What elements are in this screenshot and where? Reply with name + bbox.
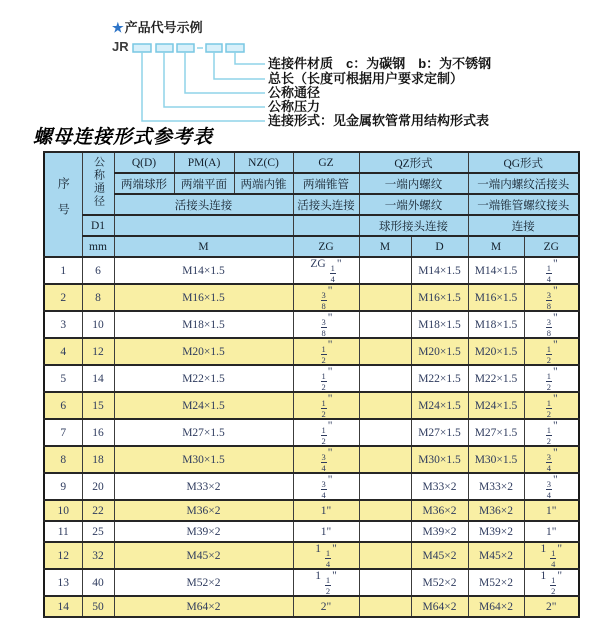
- header-qz-desc-1: 一端内螺纹: [359, 173, 468, 194]
- cell: $\frac{1}{2}$ ": [293, 338, 359, 365]
- cell: 1 $\frac{1}{4}$ ": [293, 542, 359, 569]
- header-gz: GZ: [293, 152, 359, 173]
- cell: M20×1.5: [114, 338, 293, 365]
- table-row: [44, 521, 579, 542]
- cell: 14: [44, 596, 82, 617]
- cell: M64×2: [114, 596, 293, 617]
- cell: M16×1.5: [468, 284, 524, 311]
- cell: 13: [44, 569, 82, 596]
- cell: $\frac{3}{4}$ ": [293, 473, 359, 500]
- header-qg-zg: ZG: [524, 236, 579, 257]
- cell: 16: [82, 419, 114, 446]
- cell: $\frac{3}{4}$ ": [524, 446, 579, 473]
- cell: M30×1.5: [411, 446, 468, 473]
- diagram-label-diameter: 公称通径: [268, 85, 321, 100]
- cell: 4: [44, 338, 82, 365]
- header-qz-m: M: [359, 236, 411, 257]
- cell: $\frac{3}{8}$ ": [524, 311, 579, 338]
- cell: M24×1.5: [468, 392, 524, 419]
- cell: 1 $\frac{1}{2}$ ": [293, 569, 359, 596]
- code-box: [156, 44, 173, 52]
- cell: 10: [44, 500, 82, 521]
- cell: M39×2: [114, 521, 293, 542]
- cell: 40: [82, 569, 114, 596]
- cell: M39×2: [411, 521, 468, 542]
- diagram-label-material: 连接件材质 c：为碳钢 b：为不锈钢: [268, 56, 492, 71]
- cell: 1": [524, 521, 579, 542]
- table-row: [44, 284, 579, 311]
- cell: M45×2: [411, 542, 468, 569]
- cell: [359, 542, 411, 569]
- cell: $\frac{3}{8}$ ": [293, 311, 359, 338]
- cell: M16×1.5: [411, 284, 468, 311]
- cell: $\frac{3}{4}$ ": [524, 473, 579, 500]
- cell: [359, 419, 411, 446]
- header-gz-desc: 两端锥管: [293, 173, 359, 194]
- header-pm-desc: 两端平面: [174, 173, 234, 194]
- cell: 5: [44, 365, 82, 392]
- table-row: [44, 542, 579, 569]
- cell: [359, 392, 411, 419]
- table-body: [44, 257, 579, 617]
- cell: $\frac{1}{2}$ ": [524, 419, 579, 446]
- cell: [359, 338, 411, 365]
- cell: M64×2: [468, 596, 524, 617]
- table-row: [44, 338, 579, 365]
- cell: [359, 473, 411, 500]
- product-code-prefix: JR: [112, 39, 129, 54]
- header-pm: PM(A): [174, 152, 234, 173]
- cell: M64×2: [411, 596, 468, 617]
- cell: [359, 596, 411, 617]
- cell: M45×2: [114, 542, 293, 569]
- cell: 2: [44, 284, 82, 311]
- header-mm: mm: [82, 236, 114, 257]
- header-nominal-diameter: 公称通径: [82, 152, 114, 215]
- cell: M18×1.5: [411, 311, 468, 338]
- cell: M22×1.5: [114, 365, 293, 392]
- cell: M22×1.5: [411, 365, 468, 392]
- header-nz: NZ(C): [234, 152, 293, 173]
- cell: ZG $\frac{1}{4}$ ": [293, 257, 359, 284]
- cell: $\frac{1}{4}$ ": [524, 257, 579, 284]
- cell: M36×2: [114, 500, 293, 521]
- connector-line: [142, 52, 265, 121]
- cell: M27×1.5: [468, 419, 524, 446]
- diagram-label-pressure: 公称压力: [268, 99, 321, 114]
- code-box: [226, 44, 244, 52]
- cell: M45×2: [468, 542, 524, 569]
- cell: 2": [293, 596, 359, 617]
- cell: M18×1.5: [468, 311, 524, 338]
- cell: [359, 569, 411, 596]
- header-qz: QZ形式: [359, 152, 468, 173]
- star-icon: ★: [112, 20, 124, 35]
- cell: 1: [44, 257, 82, 284]
- cell: [359, 521, 411, 542]
- cell: M27×1.5: [411, 419, 468, 446]
- cell: M14×1.5: [468, 257, 524, 284]
- cell: 1": [524, 500, 579, 521]
- cell: $\frac{3}{8}$ ": [524, 284, 579, 311]
- table-row: [44, 596, 579, 617]
- header-gz-connection: 活接头连接: [293, 194, 359, 215]
- cell: M20×1.5: [468, 338, 524, 365]
- cell: 6: [82, 257, 114, 284]
- code-box: [133, 44, 151, 52]
- cell: 10: [82, 311, 114, 338]
- header-qz-d: D: [411, 236, 468, 257]
- product-code-heading-text: 产品代号示例: [124, 20, 203, 35]
- cell: [359, 500, 411, 521]
- header-q-desc: 两端球形: [114, 173, 174, 194]
- cell: M33×2: [411, 473, 468, 500]
- cell: 3: [44, 311, 82, 338]
- cell: M16×1.5: [114, 284, 293, 311]
- connector-line: [214, 52, 265, 79]
- cell: M22×1.5: [468, 365, 524, 392]
- diagram-label-length: 总长（长度可根据用户要求定制）: [268, 71, 464, 86]
- header-empty: [293, 215, 359, 236]
- cell: M33×2: [114, 473, 293, 500]
- cell: 2": [524, 596, 579, 617]
- header-qz-connection: 球形接头连接: [359, 215, 468, 236]
- cell: M30×1.5: [468, 446, 524, 473]
- cell: 14: [82, 365, 114, 392]
- table-row: [44, 365, 579, 392]
- cell: [359, 311, 411, 338]
- header-d1: D1: [82, 215, 114, 236]
- header-zg: ZG: [293, 236, 359, 257]
- cell: M18×1.5: [114, 311, 293, 338]
- cell: 8: [44, 446, 82, 473]
- table-row: [44, 473, 579, 500]
- cell: 12: [44, 542, 82, 569]
- cell: 12: [82, 338, 114, 365]
- cell: M39×2: [468, 521, 524, 542]
- cell: $\frac{1}{2}$ ": [293, 392, 359, 419]
- code-box: [206, 44, 222, 52]
- diagram-label-connection: 连接形式：见金属软管常用结构形式表: [268, 113, 490, 128]
- header-union-connection: 活接头连接: [114, 194, 293, 215]
- cell: M14×1.5: [114, 257, 293, 284]
- table-row: [44, 419, 579, 446]
- cell: M27×1.5: [114, 419, 293, 446]
- cell: M33×2: [468, 473, 524, 500]
- table-row: [44, 569, 579, 596]
- cell: M24×1.5: [411, 392, 468, 419]
- header-qg-m: M: [468, 236, 524, 257]
- cell: M20×1.5: [411, 338, 468, 365]
- cell: 32: [82, 542, 114, 569]
- cell: M52×2: [411, 569, 468, 596]
- cell: 18: [82, 446, 114, 473]
- cell: 8: [82, 284, 114, 311]
- header-qz-desc-2: 一端外螺纹: [359, 194, 468, 215]
- cell: 6: [44, 392, 82, 419]
- cell: $\frac{1}{2}$ ": [293, 365, 359, 392]
- header-serial: 序号: [44, 152, 82, 257]
- cell: [359, 284, 411, 311]
- header-empty: [114, 215, 293, 236]
- cell: $\frac{1}{2}$ ": [524, 392, 579, 419]
- table-row: [44, 392, 579, 419]
- header-q: Q(D): [114, 152, 174, 173]
- cell: $\frac{3}{8}$ ": [293, 284, 359, 311]
- cell: [359, 257, 411, 284]
- cell: $\frac{1}{2}$ ": [524, 365, 579, 392]
- connector-line: [235, 52, 265, 64]
- cell: M52×2: [468, 569, 524, 596]
- cell: 25: [82, 521, 114, 542]
- cell: 15: [82, 392, 114, 419]
- cell: 9: [44, 473, 82, 500]
- table-row: [44, 311, 579, 338]
- table-row: [44, 257, 579, 284]
- cell: M36×2: [468, 500, 524, 521]
- cell: [359, 446, 411, 473]
- cell: 1": [293, 500, 359, 521]
- header-qg-connection: 连接: [468, 215, 579, 236]
- cell: $\frac{3}{4}$ ": [293, 446, 359, 473]
- cell: 22: [82, 500, 114, 521]
- cell: M36×2: [411, 500, 468, 521]
- header-m: M: [114, 236, 293, 257]
- cell: [359, 365, 411, 392]
- table-row: [44, 500, 579, 521]
- cell: M14×1.5: [411, 257, 468, 284]
- table-header: [44, 152, 579, 257]
- header-qg-desc-2: 一端锥管螺纹接头: [468, 194, 579, 215]
- cell: M24×1.5: [114, 392, 293, 419]
- table-title: 螺母连接形式参考表: [33, 127, 214, 148]
- cell: 1": [293, 521, 359, 542]
- cell: 50: [82, 596, 114, 617]
- header-qg: QG形式: [468, 152, 579, 173]
- cell: 1 $\frac{1}{2}$ ": [524, 569, 579, 596]
- code-box: [177, 44, 194, 52]
- header-qg-desc-1: 一端内螺纹活接头: [468, 173, 579, 194]
- cell: M30×1.5: [114, 446, 293, 473]
- cell: $\frac{1}{2}$ ": [293, 419, 359, 446]
- cell: M52×2: [114, 569, 293, 596]
- table-row: [44, 446, 579, 473]
- cell: 20: [82, 473, 114, 500]
- cell: $\frac{1}{2}$ ": [524, 338, 579, 365]
- header-nz-desc: 两端内锥: [234, 173, 293, 194]
- nut-connection-table: [43, 151, 580, 618]
- cell: 7: [44, 419, 82, 446]
- connector-line: [185, 52, 265, 93]
- cell: 11: [44, 521, 82, 542]
- cell: 1 $\frac{1}{4}$ ": [524, 542, 579, 569]
